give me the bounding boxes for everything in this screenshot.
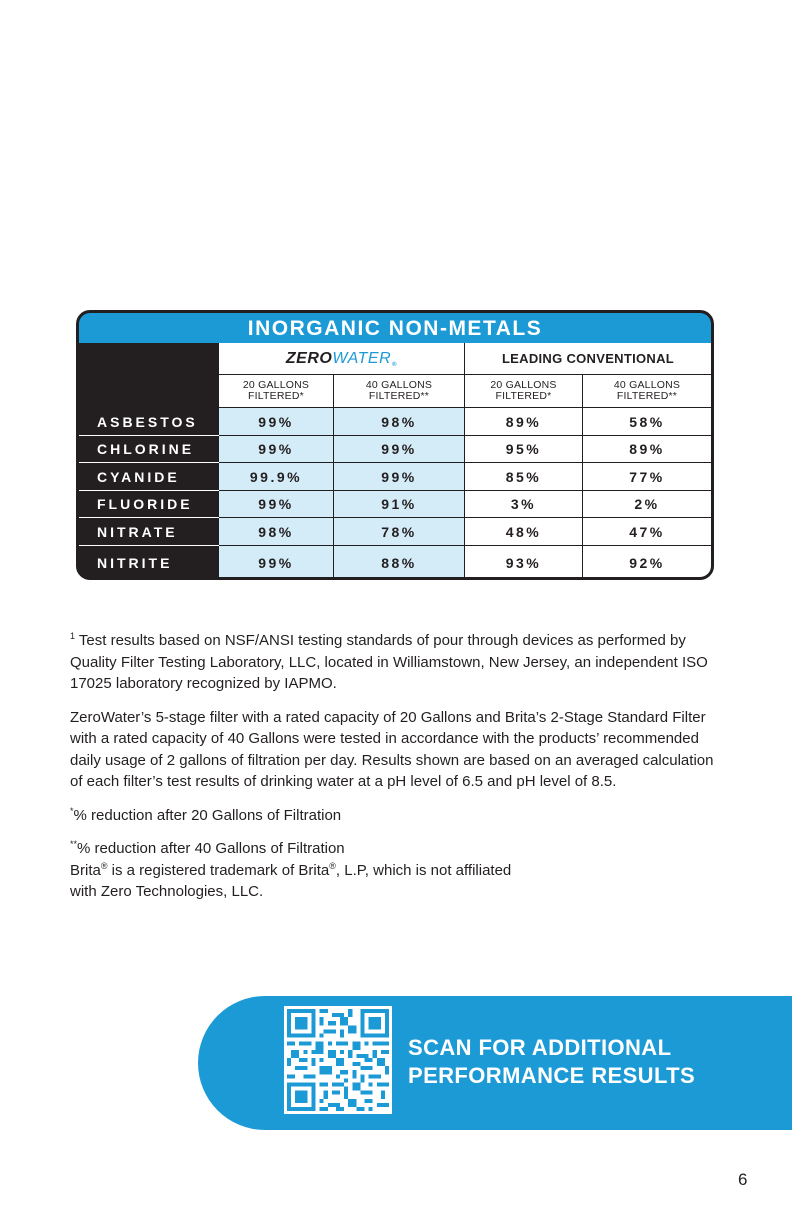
table-cell: 85% xyxy=(465,463,583,491)
table-cell: 58% xyxy=(583,408,711,436)
sub-header: 40 GALLONS FILTERED** xyxy=(334,375,465,408)
table-cell: 95% xyxy=(465,436,583,463)
table-cell: 91% xyxy=(334,491,465,518)
table-cell: 99% xyxy=(219,408,334,436)
page-number: 6 xyxy=(738,1170,748,1189)
table-cell: 98% xyxy=(219,518,334,546)
scan-banner-line-1: SCAN FOR ADDITIONAL xyxy=(408,1035,672,1060)
row-label-asbestos: ASBESTOS xyxy=(79,408,219,436)
table-cell: 77% xyxy=(583,463,711,491)
footnotes xyxy=(70,630,720,915)
inorganic-non-metals-table xyxy=(76,310,714,580)
table-cell: 99% xyxy=(334,436,465,463)
leading-conventional-header: LEADING CONVENTIONAL xyxy=(465,343,711,375)
table-cell: 88% xyxy=(334,546,465,580)
table-cell: 48% xyxy=(465,518,583,546)
table-cell: 78% xyxy=(334,518,465,546)
footnote-20-gallons: *% reduction after 20 Gallons of Filtration xyxy=(70,805,342,824)
row-label-nitrite: NITRITE xyxy=(97,555,173,571)
table-grid xyxy=(219,343,711,580)
footnote-40-gallons: **% reduction after 40 Gallons of Filtration Brita® is a registered trademark of Brita®, L.P, which is not affiliated with Zero Technologies, LLC. xyxy=(70,839,512,900)
row-label-cyanide: CYANIDE xyxy=(79,463,219,491)
test-method-paragraph: ZeroWater’s 5-stage filter with a rated capacity of 20 Gallons and Brita’s 2-Stage Standard Filter with a rated capacity of 40 Gallons were tested in accordance with the products’ recommended daily usage of 2 gallons of filtration per day. Results shown are based on an averaged calculation of each filter’s test results of drinking water at a pH level of 6.5 and pH level of 8.5. xyxy=(70,708,714,790)
table-cell: 3% xyxy=(465,491,583,518)
table-cell: 98% xyxy=(334,408,465,436)
zerowater-logo: ZEROWATER® xyxy=(285,349,398,368)
table-cell: 99% xyxy=(334,463,465,491)
footnote-1: $^1$ Test results based on NSF/ANSI testing standards of pour through devices as performed by Quality Filter Testing Laboratory, LLC, located in Williamstown, New Jersey, an independent ISO 17025 laboratory recognized by IAPMO. xyxy=(70,631,708,692)
table-cell: 89% xyxy=(465,408,583,436)
zerowater-header xyxy=(219,343,465,375)
row-label-chlorine: CHLORINE xyxy=(79,436,219,463)
qr-code[interactable] xyxy=(284,1006,392,1114)
table-cell: 47% xyxy=(583,518,711,546)
table-cell: 99.9% xyxy=(219,463,334,491)
table-title: INORGANIC NON-METALS xyxy=(79,313,711,343)
row-label-nitrate: NITRATE xyxy=(79,518,219,546)
scan-banner-text xyxy=(408,1034,768,1090)
table-cell: 92% xyxy=(629,555,665,571)
table-cell: 99% xyxy=(219,546,334,580)
table-cell: 89% xyxy=(583,436,711,463)
sub-header: 20 GALLONS FILTERED* xyxy=(219,375,334,408)
scan-banner-line-2: PERFORMANCE RESULTS xyxy=(408,1063,696,1088)
sub-header: 40 GALLONS FILTERED** xyxy=(583,375,711,408)
table-cell: 2% xyxy=(583,491,711,518)
qr-code-icon xyxy=(287,1009,389,1111)
table-cell: 93% xyxy=(465,546,583,580)
row-label-fluoride: FLUORIDE xyxy=(79,491,219,518)
table-cell: 99% xyxy=(219,491,334,518)
sub-header: 20 GALLONS FILTERED* xyxy=(465,375,583,408)
table-cell: 99% xyxy=(219,436,334,463)
